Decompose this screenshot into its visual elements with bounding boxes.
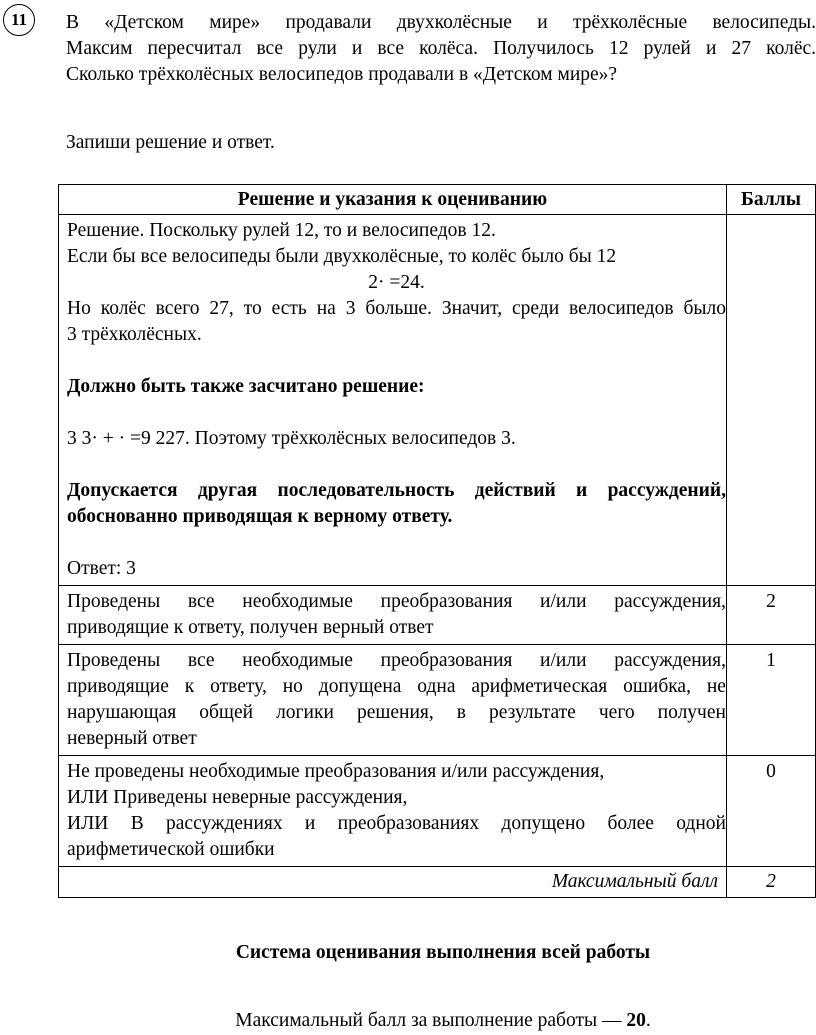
- problem-line: Сколько трёхколёсных велосипедов продавали в «Детском мире»?: [66, 64, 618, 85]
- criterion-text: неверный ответ: [67, 728, 197, 749]
- criterion-cell: [59, 586, 727, 645]
- criterion-score: 2: [726, 586, 815, 645]
- solution-score-cell: [726, 215, 815, 586]
- problem-line: В «Детском мире» продавали двухколёсные и трёхколёсные велосипеды.: [66, 12, 816, 33]
- criterion-score: 1: [726, 645, 815, 756]
- solution-text: Если бы все велосипеды были двухколёсные, то колёс было бы 12: [67, 246, 617, 267]
- solution-formula: 2· =24.: [368, 272, 425, 293]
- criterion-row: [59, 756, 816, 867]
- criterion-cell: [59, 645, 727, 756]
- alt-solution-heading: Должно быть также засчитано решение:: [67, 376, 425, 397]
- criterion-text: Проведены все необходимые преобразования и/или рассуждения,: [67, 650, 726, 671]
- work-max-score-text: Максимальный балл за выполнение работы —: [235, 1010, 622, 1031]
- solution-text: Но колёс всего 27, то есть на 3 больше. Значит, среди велосипедов было: [67, 298, 726, 319]
- criterion-text: ИЛИ Приведены неверные рассуждения,: [67, 787, 408, 808]
- task-number-badge: 11: [3, 4, 35, 36]
- criterion-text: приводящие к ответу, но допущена одна арифметическая ошибка, не: [67, 676, 726, 697]
- instruction: Запиши решение и ответ.: [66, 132, 275, 153]
- work-max-score-value: 20: [626, 1010, 646, 1031]
- solution-row: [59, 215, 816, 586]
- answer-text: Ответ: 3: [67, 558, 136, 579]
- criterion-score: 0: [726, 756, 815, 867]
- work-max-score-end: .: [645, 1010, 651, 1031]
- criterion-text: арифметической ошибки: [67, 839, 275, 860]
- solution-text: 3 трёхколёсных.: [67, 324, 202, 345]
- other-sequence-note: обоснованно приводящая к верному ответу.: [67, 506, 453, 527]
- solution-cell: [59, 215, 727, 586]
- work-max-score: [0, 1008, 816, 1034]
- section-title: Система оценивания выполнения всей работы: [235, 942, 651, 963]
- grading-table: [58, 184, 816, 898]
- other-sequence-note: Допускается другая последовательность действий и рассуждений,: [67, 480, 726, 501]
- criterion-row: [59, 586, 816, 645]
- alt-solution-text: 3 3· + · =9 227. Поэтому трёхколёсных велосипедов 3.: [67, 428, 516, 449]
- solution-text: Решение. Поскольку рулей 12, то и велосипедов 12.: [67, 220, 496, 241]
- max-score-value: 2: [726, 867, 815, 898]
- header-points: Баллы: [726, 185, 815, 215]
- criterion-row: [59, 645, 816, 756]
- problem-statement: [66, 10, 816, 88]
- table-header-row: [59, 185, 816, 215]
- max-score-row: [59, 867, 816, 898]
- problem-line: Максим пересчитал все рули и все колёса. Получилось 12 рулей и 27 колёс.: [66, 38, 816, 59]
- criterion-text: приводящие к ответу, получен верный ответ: [67, 617, 434, 638]
- criterion-text: ИЛИ В рассуждениях и преобразованиях допущено более одной: [67, 813, 726, 834]
- header-solution: Решение и указания к оцениванию: [59, 185, 727, 215]
- max-score-label: Максимальный балл: [59, 867, 727, 898]
- criterion-text: Не проведены необходимые преобразования и/или рассуждения,: [67, 761, 605, 782]
- criterion-cell: [59, 756, 727, 867]
- criterion-text: Проведены все необходимые преобразования и/или рассуждения,: [67, 591, 726, 612]
- criterion-text: нарушающая общей логики решения, в результате чего получен: [67, 702, 726, 723]
